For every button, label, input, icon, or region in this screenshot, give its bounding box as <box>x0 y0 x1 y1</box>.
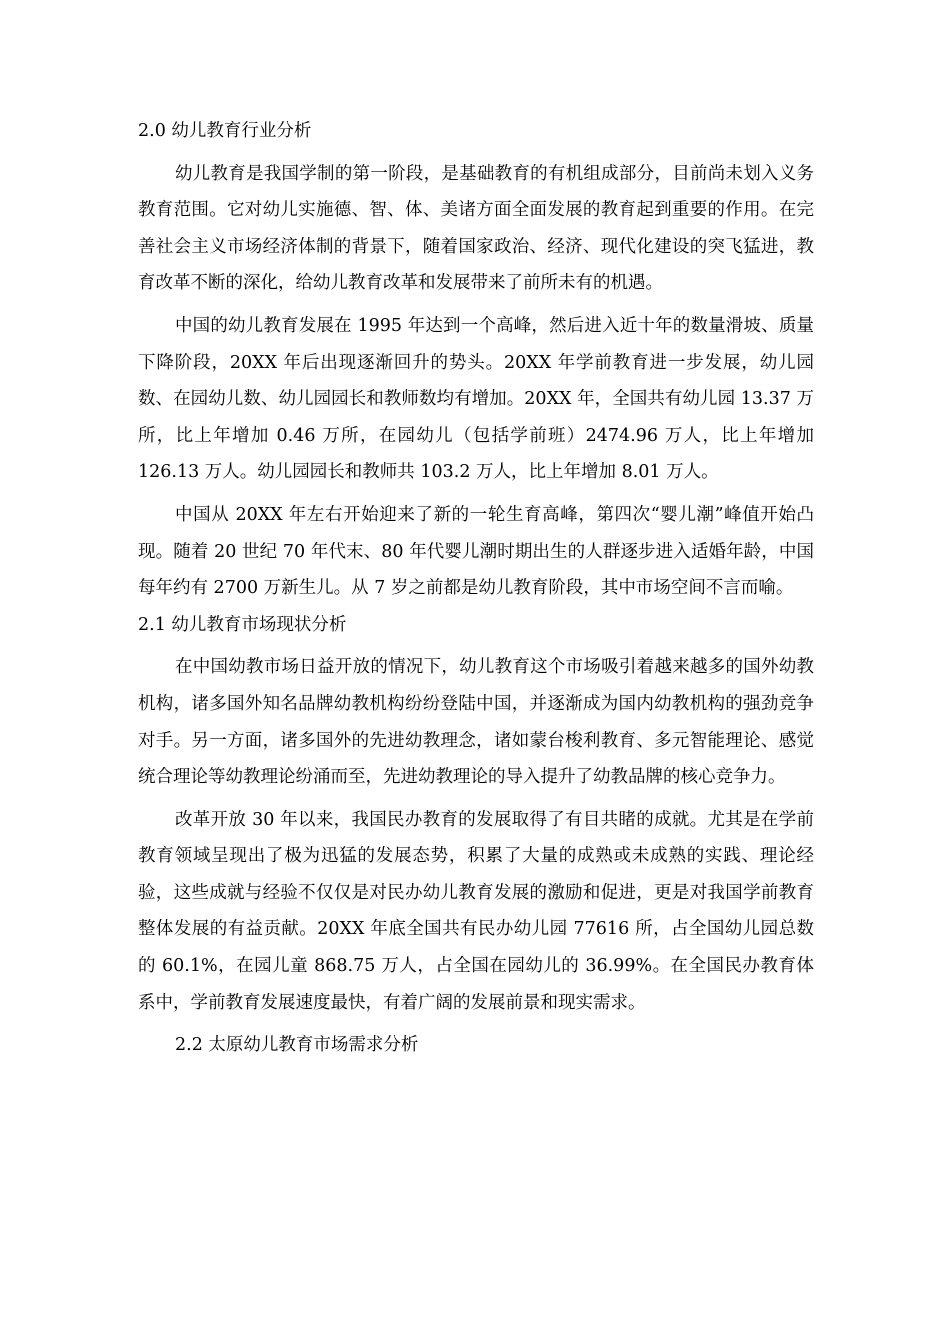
document-body <box>138 113 814 1064</box>
section-heading-2-0: 2.0 幼儿教育行业分析 <box>138 121 312 141</box>
paragraph: 在中国幼教市场日益开放的情况下，幼儿教育这个市场吸引着越来越多的国外幼教机构，诸多国外知名品牌幼教机构纷纷登陆中国，并逐渐成为国内幼教机构的强劲竞争对手。另一方面，诸多国外的先进幼教理念，诸如蒙台梭利教育、多元智能理论、感觉统合理论等幼教理论纷涌而至，先进幼教理论的导入提升了幼教品牌的核心竞争力。 <box>138 657 814 788</box>
section-heading-2-2: 2.2 太原幼儿教育市场需求分析 <box>175 1035 419 1056</box>
paragraph: 中国从 20XX 年左右开始迎来了新的一轮生育高峰，第四次“婴儿潮”峰值开始凸现。随着 20 世纪 70 年代末、80 年代婴儿潮时期出生的人群逐步进入适婚年龄，中国每年约有 2700 万新生儿。从 7 岁之前都是幼儿教育阶段，其中市场空间不言而喻。 <box>138 504 814 599</box>
section-heading-2-1: 2.1 幼儿教育市场现状分析 <box>138 614 347 635</box>
paragraph: 幼儿教育是我国学制的第一阶段，是基础教育的有机组成部分，目前尚未划入义务教育范围。它对幼儿实施德、智、体、美诸方面全面发展的教育起到重要的作用。在完善社会主义市场经济体制的背景下，随着国家政治、经济、现代化建设的突飞猛进，教育改革不断的深化，给幼儿教育改革和发展带来了前所未有的机遇。 <box>138 163 814 294</box>
paragraph: 中国的幼儿教育发展在 1995 年达到一个高峰，然后进入近十年的数量滑坡、质量下降阶段，20XX 年后出现逐渐回升的势头。20XX 年学前教育进一步发展，幼儿园数、在园幼儿数、幼儿园园长和教师数均有增加。20XX 年，全国共有幼儿园 13.37 万所，比上年增加 0.46 万所，在园幼儿（包括学前班）2474.96 万人，比上年增加 126.13 万人。幼儿园园长和教师共 103.2 万人，比上年增加 8.01 万人。 <box>138 315 814 483</box>
paragraph: 改革开放 30 年以来，我国民办教育的发展取得了有目共睹的成就。尤其是在学前教育领域呈现出了极为迅猛的发展态势，积累了大量的成熟或未成熟的实践、理论经验，这些成就与经验不仅仅是对民办幼儿教育发展的激励和促进，更是对我国学前教育整体发展的有益贡献。20XX 年底全国共有民办幼儿园 77616 所，占全国幼儿园总数的 60.1%，在园儿童 868.75 万人，占全国在园幼儿的 36.99%。在全国民办教育体系中，学前教育发展速度最快，有着广阔的发展前景和现实需求。 <box>138 809 814 1013</box>
